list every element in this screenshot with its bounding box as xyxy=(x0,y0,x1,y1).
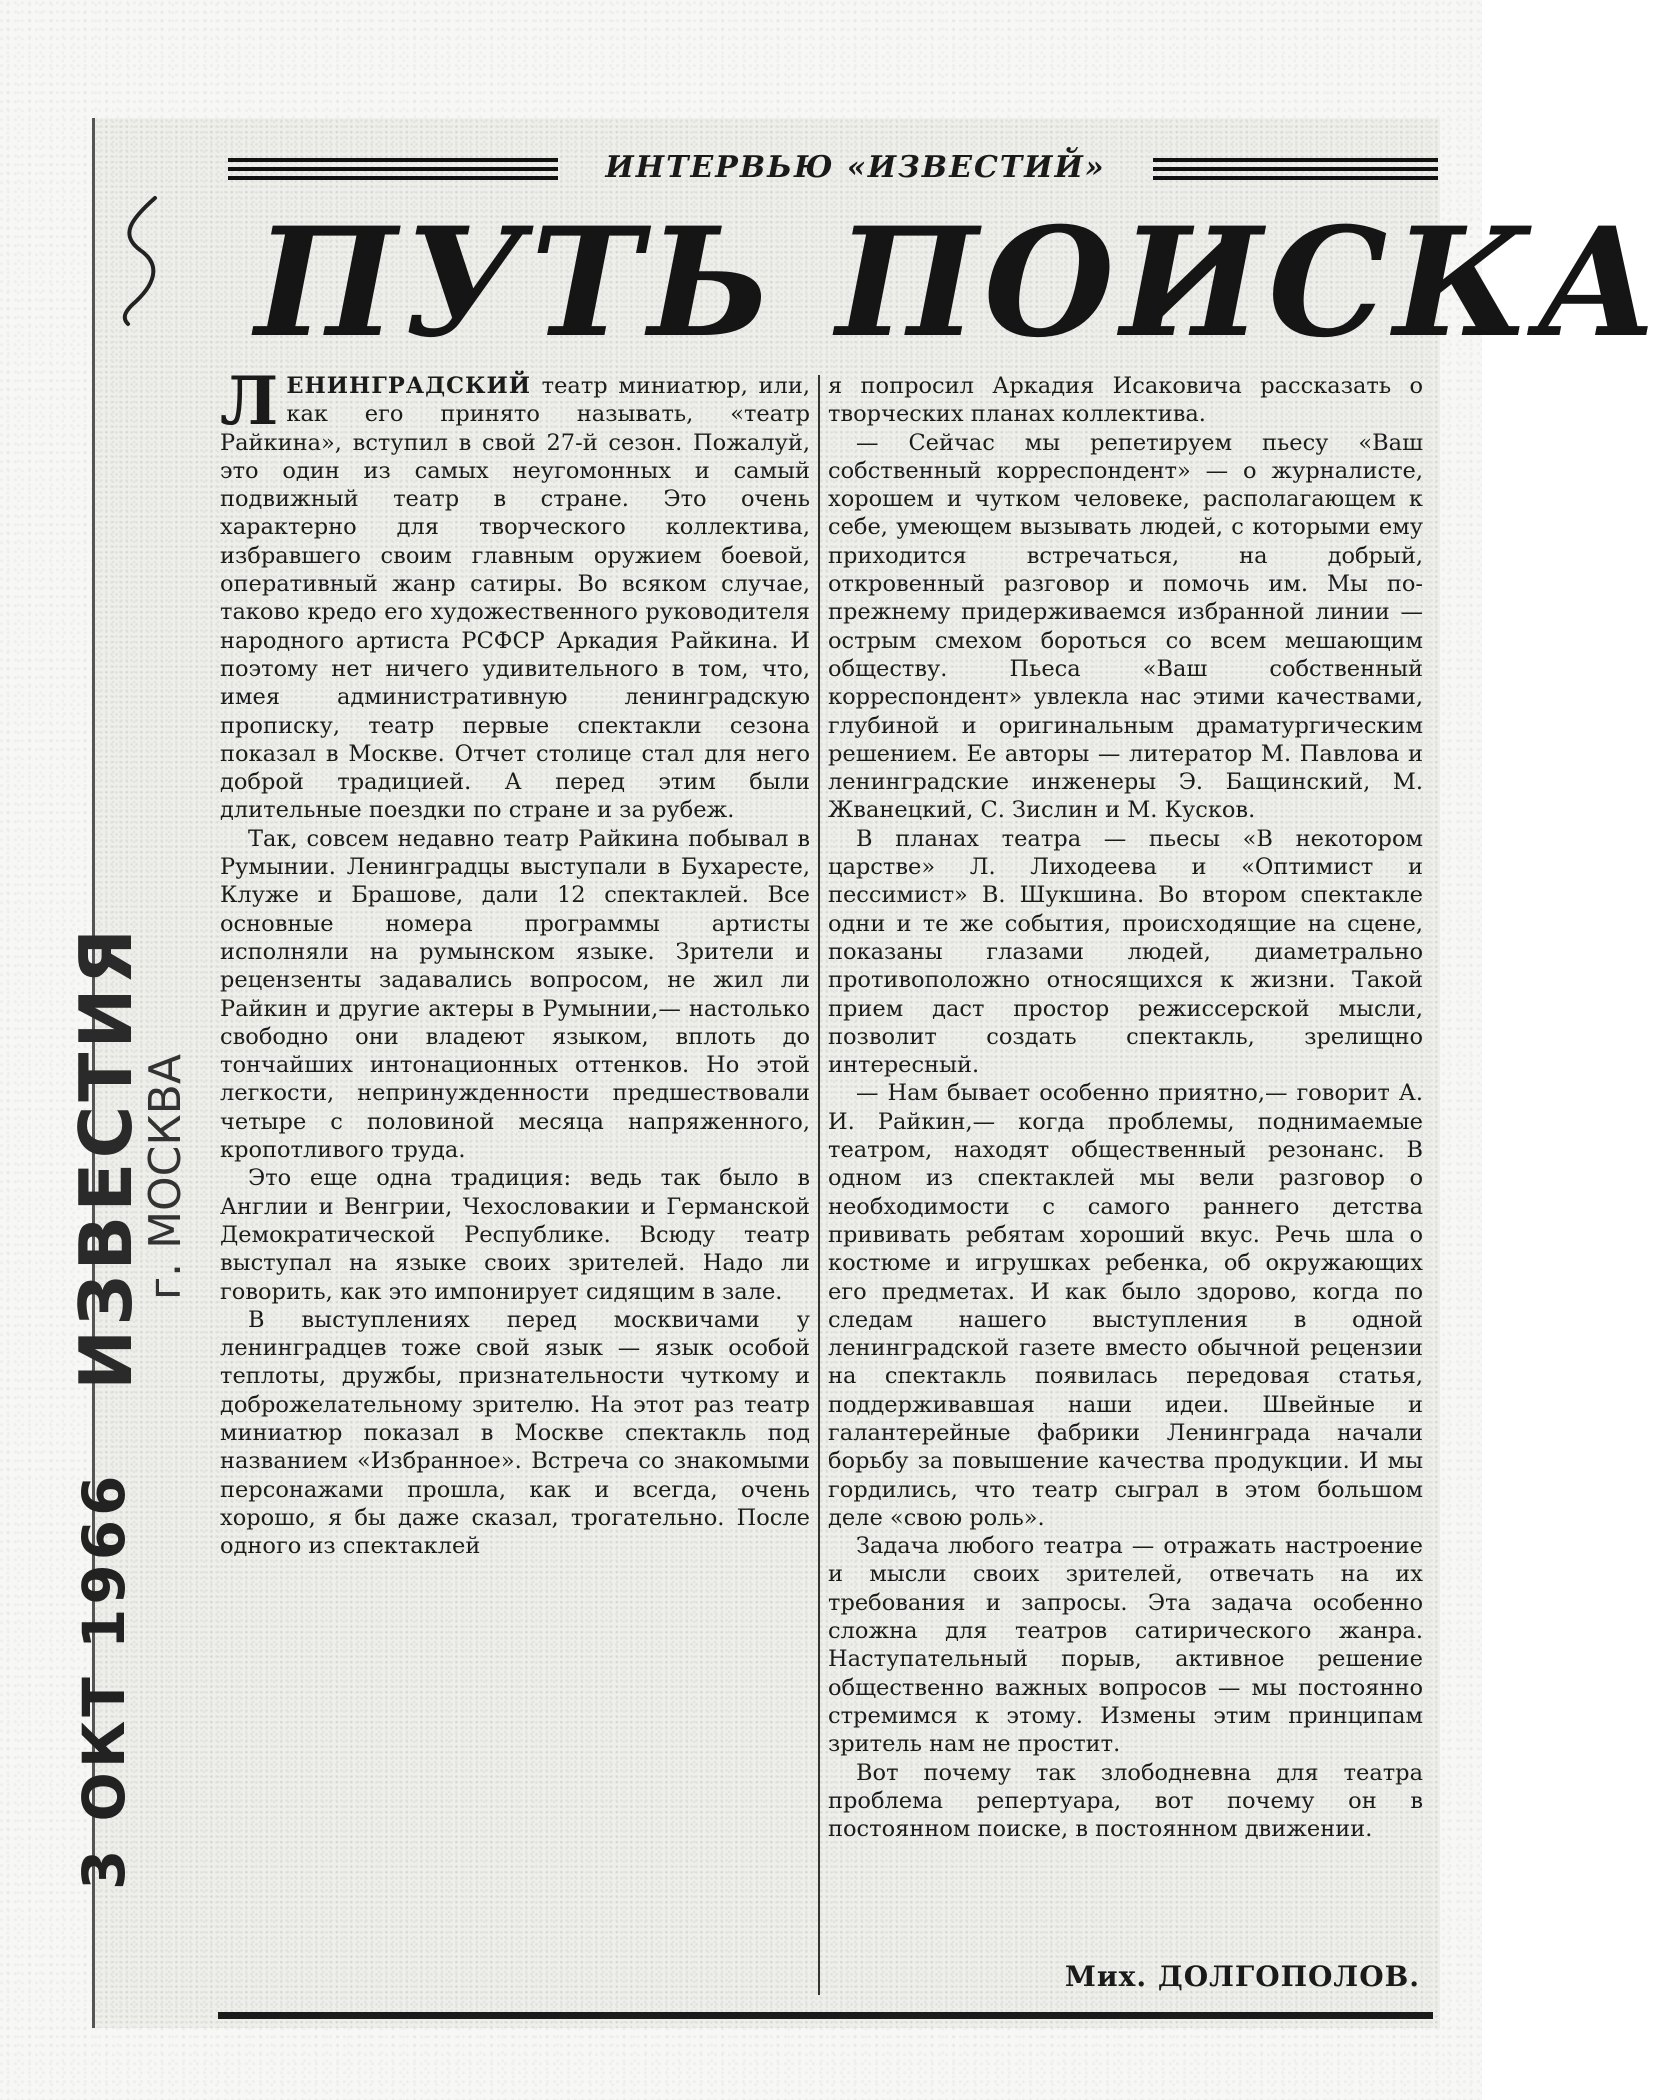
paragraph-text: театр миниатюр, или, как его принято называть, «театр Райкина», вступил в свой 27-й сезон. Пожалуй, это один из самых неугомонных и самый подвижный театр в стране. Это очень характерно для творческого коллектива, избравшего своим главным оружием боевой, оперативный жанр сатиры. Во всяком случае, таково кредо его художественного руководителя народного артиста РСФСР Аркадия Райкина. И поэтому нет ничего удивительного в том, что, имея административную ленинградскую прописку, театр первые спектакли сезона показал в Москве. Отчет столице стал для него доброй традицией. А перед этим были длительные поездки по стране и за рубеж. xyxy=(220,373,810,824)
header-rule-left xyxy=(228,158,558,184)
stamp-city: г. МОСКВА xyxy=(140,1054,191,1300)
bottom-rule xyxy=(218,2012,1433,2019)
column-divider xyxy=(818,375,820,1995)
paragraph: — Сейчас мы репетируем пьесу «Ваш собственный корреспондент» — о журналисте, хорошем и чутком человеке, располагающем к себе, умеющем вызывать людей, с которыми ему приходится встречаться, на добрый, откровенный разговор и помочь им. Мы по-прежнему придерживаемся избранной линии — острым смехом бороться со всем мешающим обществу. Пьеса «Ваш собственный корреспондент» увлекла нас этими качествами, глубиной и оригинальным драматургическим решением. Ее авторы — литератор М. Павлова и ленинградские инженеры Э. Бащинский, М. Жванецкий, С. Зислин и М. Кусков. xyxy=(828,429,1423,824)
paragraph: Задача любого театра — отражать настроение и мысли своих зрителей, отвечать на их требования и запросы. Эта задача особенно сложна для театров сатирического жанра. Наступательный порыв, активное решение общественно важных вопросов — мы постоянно стремимся к этому. Измены этим принципам зритель нам не простит. xyxy=(828,1533,1423,1758)
author-signature: Мих. ДОЛГОПОЛОВ. xyxy=(1064,1960,1420,1993)
article-column-2 xyxy=(828,372,1423,1843)
article-column-1 xyxy=(220,362,810,1560)
paragraph: Это еще одна традиция: ведь так было в Англии и Венгрии, Чехословакии и Германской Демократической Республике. Всюду театр выступал на языке своих зрителей. Надо ли говорить, как это импонирует сидящим в зале. xyxy=(220,1165,810,1305)
header-rule-right xyxy=(1153,158,1438,184)
paragraph: Так, совсем недавно театр Райкина побывал в Румынии. Ленинградцы выступали в Бухаресте, Клуже и Брашове, дали 12 спектаклей. Все основные номера программы артисты исполняли на румынском языке. Зрители и рецензенты задавались вопросом, не жил ли Райкин и другие актеры в Румынии,— настолько свободно они владеют языком, вплоть до тончайших интонационных оттенков. Но этой легкости, непринужденности предшествовали четыре с половиной месяца напряженного, кропотливого труда. xyxy=(220,825,810,1164)
lead-paragraph xyxy=(220,362,810,825)
paragraph: Вот почему так злободневна для театра проблема репертуара, вот почему он в постоянном поиске, в постоянном движении. xyxy=(828,1759,1423,1843)
drop-cap: Л xyxy=(220,362,279,440)
paragraph: — Нам бывает особенно приятно,— говорит А. И. Райкин,— когда проблемы, поднимаемые театром, находят общественный резонанс. В одном из спектаклей мы вели разговор о необходимости с самого раннего детства прививать ребятам хороший вкус. Речь шла о костюме и игрушках ребенка, об окружающих его предметах. И как было здорово, когда по следам нашего выступления в одной ленинградской газете вместо обычной рецензии на спектакль появилась передовая статья, поддерживавшая наши идеи. Швейные и галантерейные фабрики Ленинграда начали борьбу за повышение качества продукции. И мы гордились, что театр сыграл в этом большом деле «свою роль». xyxy=(828,1080,1423,1531)
paragraph: В планах театра — пьесы «В некотором царстве» Л. Лиходеева и «Оптимист и пессимист» В. Шукшина. Во втором спектакле одни и те же события, происходящие на сцене, показаны глазами людей, диаметрально противоположно относящихся к жизни. Такой прием даст простор режиссерской мысли, позволит создать спектакль, зрелищно интересный. xyxy=(828,825,1423,1079)
stamp-newspaper: ИЗВЕСТИЯ xyxy=(64,924,148,1390)
section-header xyxy=(228,150,1438,192)
stamp-date: 3 ОКТ 1966 xyxy=(70,1471,138,1890)
article-headline: ПУТЬ ПОИСКА xyxy=(255,195,1664,371)
paragraph: В выступлениях перед москвичами у ленинградцев тоже свой язык — язык особой теплоты, дружбы, признательности чуткому и доброжелательному зрителю. На этот раз театр миниатюр показал в Москве спектакль под названием «Избранное». Встреча со знакомыми персонажами прошла, как и всегда, очень хорошо, я бы даже сказал, трогательно. После одного из спектаклей xyxy=(220,1306,810,1560)
pencil-mark-icon xyxy=(110,190,180,330)
section-label: ИНТЕРВЬЮ «ИЗВЕСТИЙ» xyxy=(605,150,1106,185)
paragraph: я попросил Аркадия Исаковича рассказать о творческих планах коллектива. xyxy=(828,373,1423,428)
lead-word: ЕНИНГРАДСКИЙ xyxy=(286,373,531,399)
